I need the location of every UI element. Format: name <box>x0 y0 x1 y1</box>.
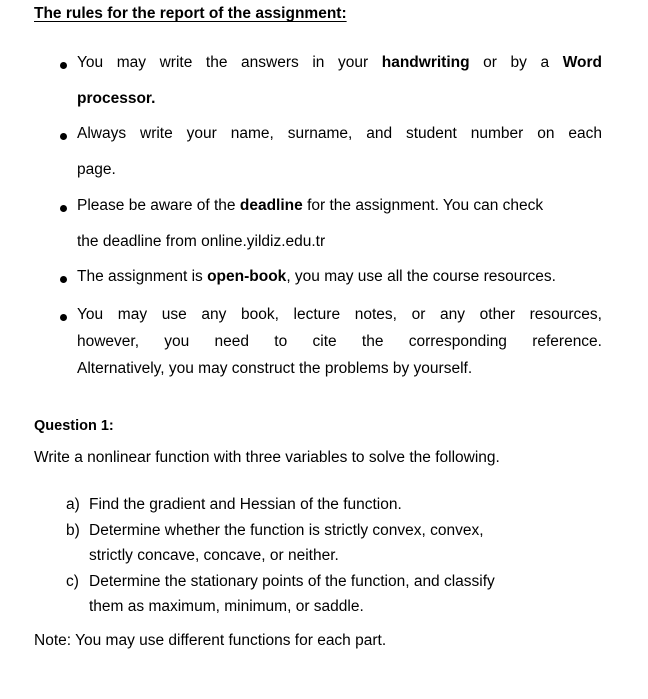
bullet-icon <box>60 133 70 143</box>
rule-3-text-post: for the assignment. You can check <box>307 197 544 214</box>
question-text: Write a nonlinear function with three variables to solve the following. <box>34 449 500 466</box>
bullet-icon <box>60 62 70 72</box>
part-c-line-1: Determine the stationary points of the function, and classify <box>89 573 495 590</box>
rule-4-text: The assignment is <box>77 268 203 285</box>
rule-1-bold-word: Word <box>562 54 603 71</box>
part-c-line-2: them as maximum, minimum, or saddle. <box>89 598 364 615</box>
rule-3-bold-deadline: deadline <box>239 197 303 214</box>
rule-3-line-2: the deadline from online.yildiz.edu.tr <box>77 233 326 250</box>
rule-1-line-1 <box>77 54 602 72</box>
rule-1-text-mid: or by a <box>483 54 550 71</box>
rule-1-line-2: processor. <box>77 90 156 107</box>
rule-5-line-3: Alternatively, you may construct the problems by yourself. <box>77 360 473 377</box>
rule-4-line-1 <box>77 268 556 286</box>
rule-1-bold-handwriting: handwriting <box>381 54 470 71</box>
rule-2-line-2: page. <box>77 161 116 178</box>
rule-2-line-1: Always write your name, surname, and student number on each <box>77 125 602 142</box>
bullet-icon <box>60 205 70 215</box>
question-title: Question 1: <box>34 418 114 434</box>
part-a-line-1: Find the gradient and Hessian of the function. <box>89 496 402 513</box>
rule-3-line-1 <box>77 197 543 215</box>
rule-5-line-2: however, you need to cite the corresponding reference. <box>77 333 602 350</box>
bullet-icon <box>60 276 70 286</box>
rule-5-line-1: You may use any book, lecture notes, or any other resources, <box>77 306 602 323</box>
rule-4-text-post: , you may use all the course resources. <box>286 268 556 285</box>
part-b-line-1: Determine whether the function is strictly convex, convex, <box>89 522 484 539</box>
rules-heading: The rules for the report of the assignment: <box>34 5 347 22</box>
part-a-label: a) <box>66 496 80 513</box>
bullet-icon <box>60 314 70 324</box>
part-b-line-2: strictly concave, concave, or neither. <box>89 547 339 564</box>
note-text: Note: You may use different functions for each part. <box>34 632 387 649</box>
rule-3-text: Please be aware of the <box>77 197 236 214</box>
rule-1-text: You may write the answers in your <box>77 54 369 71</box>
part-b-label: b) <box>66 522 80 539</box>
rule-4-bold-open-book: open-book <box>207 268 287 285</box>
part-c-label: c) <box>66 573 79 590</box>
